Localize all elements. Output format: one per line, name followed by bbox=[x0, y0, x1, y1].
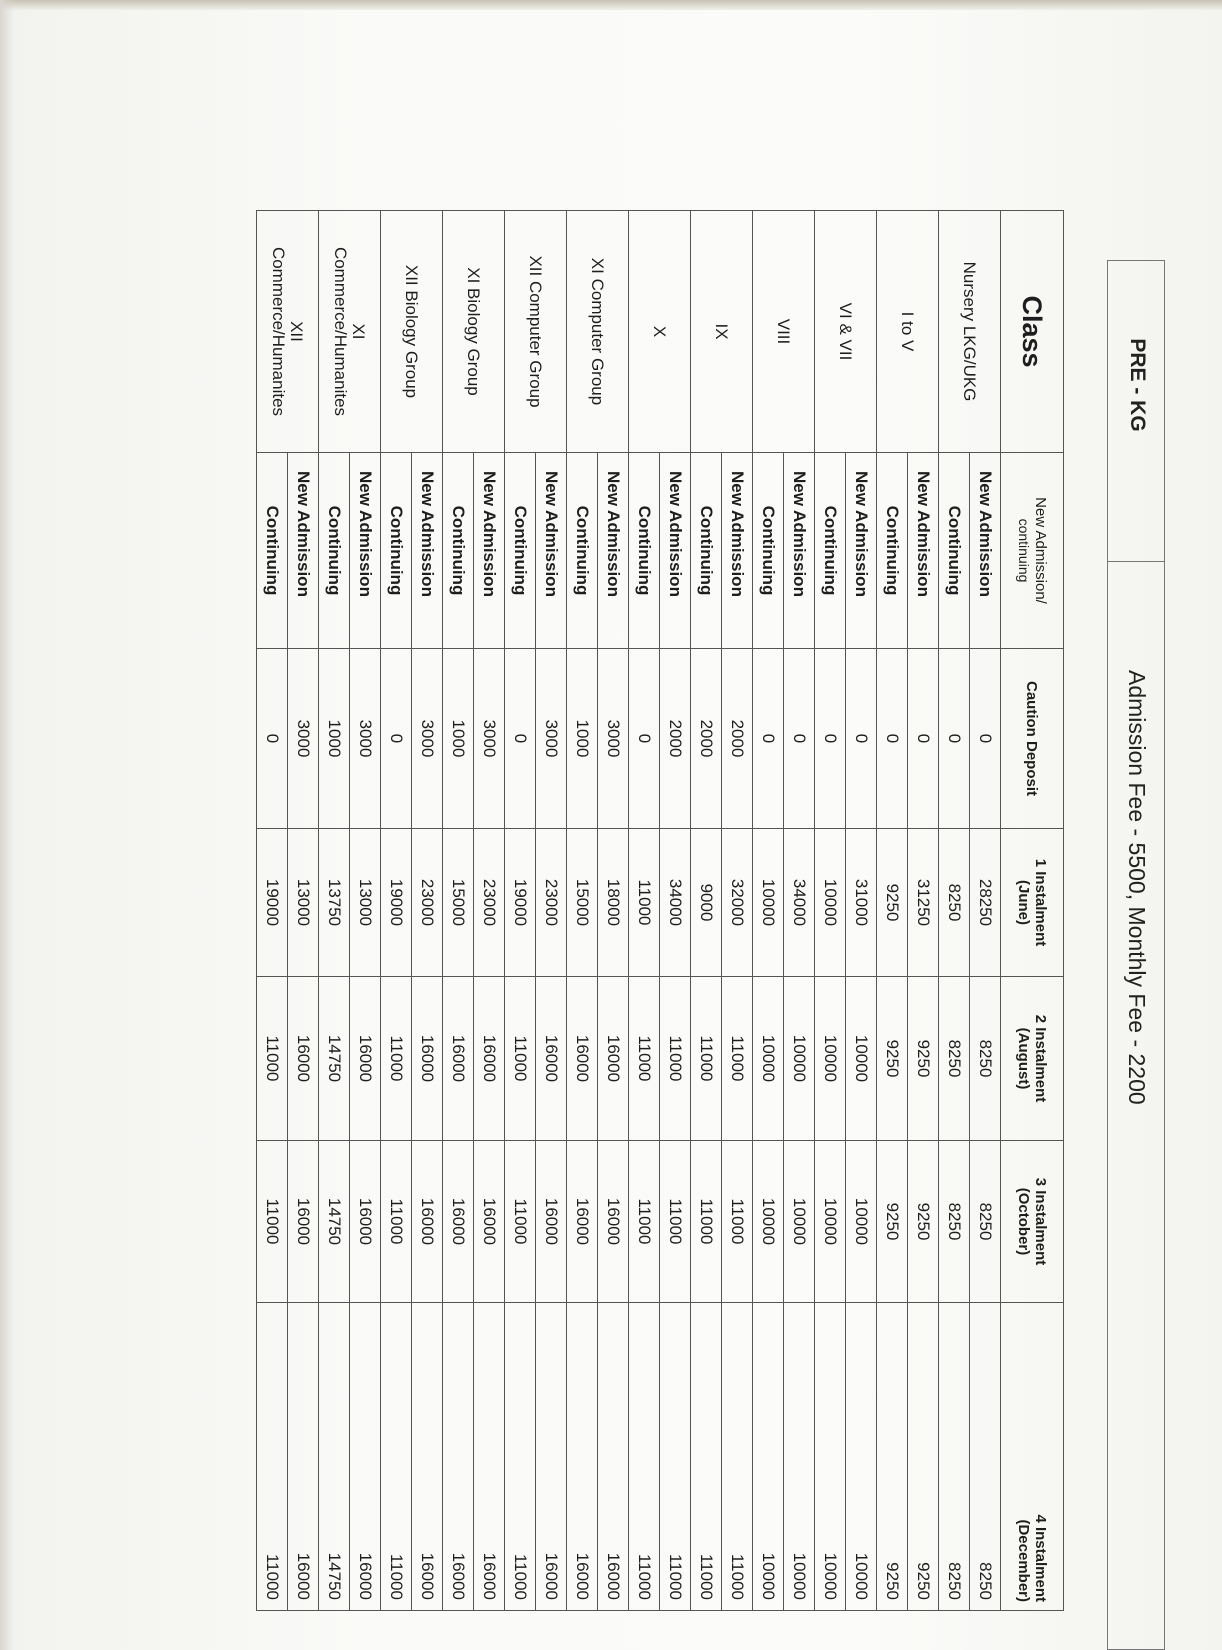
instalment-3-cell: 16000 bbox=[567, 1141, 598, 1303]
admission-type-cell: New Admission bbox=[474, 453, 505, 649]
admission-type-cell: New Admission bbox=[722, 453, 753, 649]
class-cell bbox=[505, 211, 567, 453]
caution-deposit-cell: 2000 bbox=[660, 649, 691, 829]
instalment-4-cell: 11000 bbox=[722, 1303, 753, 1611]
instalment-1-cell: 8250 bbox=[939, 829, 970, 977]
class-name: XII bbox=[287, 321, 307, 342]
instalment-1-cell: 23000 bbox=[412, 829, 443, 977]
admission-type-cell: Continuing bbox=[381, 453, 412, 649]
instalment-2-cell: 10000 bbox=[846, 977, 877, 1141]
instalment-2-cell: 10000 bbox=[753, 977, 784, 1141]
instalment-1-cell: 10000 bbox=[815, 829, 846, 977]
admission-type-cell: Continuing bbox=[939, 453, 970, 649]
class-name: Nursery LKG/UKG bbox=[960, 261, 980, 402]
instalment-3-cell: 11000 bbox=[660, 1141, 691, 1303]
instalment-3-cell: 16000 bbox=[536, 1141, 567, 1303]
col-header-inst1 bbox=[1001, 829, 1064, 977]
admission-type-cell: New Admission bbox=[288, 453, 319, 649]
class-name: VIII bbox=[774, 318, 794, 345]
instalment-2-cell: 11000 bbox=[505, 977, 536, 1141]
instalment-1-cell: 28250 bbox=[970, 829, 1001, 977]
class-cell bbox=[567, 211, 629, 453]
instalment-3-cell: 16000 bbox=[412, 1141, 443, 1303]
col-header-inst2 bbox=[1001, 977, 1064, 1141]
col-header-type-line2: continuing bbox=[1016, 518, 1032, 583]
caution-deposit-cell: 0 bbox=[505, 649, 536, 829]
instalment-3-cell: 10000 bbox=[784, 1141, 815, 1303]
admission-type-cell: Continuing bbox=[443, 453, 474, 649]
col-header-type bbox=[1001, 453, 1064, 649]
instalment-1-cell: 32000 bbox=[722, 829, 753, 977]
caution-deposit-cell: 0 bbox=[815, 649, 846, 829]
instalment-3-cell: 16000 bbox=[288, 1141, 319, 1303]
instalment-1-cell: 13000 bbox=[288, 829, 319, 977]
instalment-1-cell: 9000 bbox=[691, 829, 722, 977]
instalment-1-cell: 23000 bbox=[474, 829, 505, 977]
admission-type-cell: Continuing bbox=[567, 453, 598, 649]
instalment-2-cell: 16000 bbox=[288, 977, 319, 1141]
instalment-3-cell: 9250 bbox=[877, 1141, 908, 1303]
admission-type-cell: Continuing bbox=[319, 453, 350, 649]
col-header-inst3-line1: 3 Instalment bbox=[1032, 1177, 1049, 1266]
class-name: X bbox=[650, 325, 670, 338]
admission-type-cell: New Admission bbox=[784, 453, 815, 649]
instalment-3-cell: 11000 bbox=[722, 1141, 753, 1303]
table-row bbox=[846, 211, 877, 1611]
table-row bbox=[970, 211, 1001, 1611]
caution-deposit-cell: 0 bbox=[753, 649, 784, 829]
instalment-4-cell: 16000 bbox=[536, 1303, 567, 1611]
caution-deposit-cell: 1000 bbox=[443, 649, 474, 829]
admission-type-cell: New Admission bbox=[598, 453, 629, 649]
instalment-2-cell: 11000 bbox=[722, 977, 753, 1141]
instalment-4-cell: 10000 bbox=[846, 1303, 877, 1611]
instalment-4-cell: 16000 bbox=[474, 1303, 505, 1611]
instalment-2-cell: 14750 bbox=[319, 977, 350, 1141]
instalment-4-cell: 14750 bbox=[319, 1303, 350, 1611]
table-row bbox=[288, 211, 319, 1611]
admission-type-cell: Continuing bbox=[815, 453, 846, 649]
instalment-2-cell: 16000 bbox=[536, 977, 567, 1141]
class-name: VI & VII bbox=[836, 302, 856, 361]
col-header-inst1-line2: (June) bbox=[1015, 880, 1032, 925]
rotated-page-content bbox=[263, 210, 1165, 1650]
table-row bbox=[536, 211, 567, 1611]
instalment-3-cell: 10000 bbox=[846, 1141, 877, 1303]
admission-type-cell: New Admission bbox=[536, 453, 567, 649]
col-header-class: Class bbox=[1001, 211, 1064, 453]
instalment-4-cell: 8250 bbox=[939, 1303, 970, 1611]
fee-summary: Admission Fee - 5500, Monthly Fee - 2200 bbox=[1124, 670, 1151, 1105]
col-header-inst4-line2: (December) bbox=[1015, 1519, 1032, 1602]
instalment-4-cell: 16000 bbox=[288, 1303, 319, 1611]
instalment-3-cell: 9250 bbox=[908, 1141, 939, 1303]
class-cell bbox=[815, 211, 877, 453]
instalment-4-cell: 10000 bbox=[815, 1303, 846, 1611]
instalment-1-cell: 19000 bbox=[505, 829, 536, 977]
paper-left-shadow bbox=[0, 0, 14, 1650]
instalment-2-cell: 8250 bbox=[939, 977, 970, 1141]
class-name-line2: Commerce/Humanites bbox=[269, 246, 289, 417]
instalment-2-cell: 11000 bbox=[629, 977, 660, 1141]
caution-deposit-cell: 1000 bbox=[567, 649, 598, 829]
instalment-1-cell: 19000 bbox=[257, 829, 288, 977]
instalment-1-cell: 11000 bbox=[629, 829, 660, 977]
table-row bbox=[660, 211, 691, 1611]
caution-deposit-cell: 0 bbox=[381, 649, 412, 829]
class-cell bbox=[443, 211, 505, 453]
caution-deposit-cell: 0 bbox=[629, 649, 660, 829]
admission-type-cell: Continuing bbox=[877, 453, 908, 649]
instalment-1-cell: 34000 bbox=[784, 829, 815, 977]
caution-deposit-cell: 0 bbox=[257, 649, 288, 829]
admission-type-cell: Continuing bbox=[691, 453, 722, 649]
instalment-1-cell: 10000 bbox=[753, 829, 784, 977]
caution-deposit-cell: 3000 bbox=[350, 649, 381, 829]
caution-deposit-cell: 0 bbox=[784, 649, 815, 829]
admission-type-cell: New Admission bbox=[412, 453, 443, 649]
col-header-inst3-line2: (October) bbox=[1015, 1187, 1032, 1256]
class-name: XI bbox=[349, 323, 369, 340]
caution-deposit-cell: 0 bbox=[846, 649, 877, 829]
instalment-3-cell: 16000 bbox=[474, 1141, 505, 1303]
admission-type-cell: Continuing bbox=[257, 453, 288, 649]
class-cell bbox=[381, 211, 443, 453]
instalment-3-cell: 11000 bbox=[381, 1141, 412, 1303]
instalment-1-cell: 15000 bbox=[567, 829, 598, 977]
paper-top-edge bbox=[0, 0, 1222, 10]
instalment-2-cell: 11000 bbox=[691, 977, 722, 1141]
fee-table bbox=[256, 210, 1064, 1611]
table-row bbox=[350, 211, 381, 1611]
caution-deposit-cell: 3000 bbox=[474, 649, 505, 829]
admission-type-cell: New Admission bbox=[970, 453, 1001, 649]
instalment-4-cell: 11000 bbox=[660, 1303, 691, 1611]
class-cell bbox=[753, 211, 815, 453]
caution-deposit-cell: 0 bbox=[908, 649, 939, 829]
class-cell bbox=[877, 211, 939, 453]
instalment-2-cell: 11000 bbox=[660, 977, 691, 1141]
col-header-inst4-line1: 4 Instalment bbox=[1032, 1514, 1049, 1602]
col-header-inst2-line2: (August) bbox=[1015, 1027, 1032, 1090]
caution-deposit-cell: 0 bbox=[970, 649, 1001, 829]
instalment-4-cell: 11000 bbox=[629, 1303, 660, 1611]
table-row bbox=[412, 211, 443, 1611]
instalment-2-cell: 16000 bbox=[412, 977, 443, 1141]
class-cell bbox=[629, 211, 691, 453]
caution-deposit-cell: 2000 bbox=[722, 649, 753, 829]
instalment-3-cell: 16000 bbox=[598, 1141, 629, 1303]
class-name-line2: Commerce/Humanites bbox=[331, 246, 351, 417]
instalment-3-cell: 10000 bbox=[815, 1141, 846, 1303]
col-header-inst3 bbox=[1001, 1141, 1064, 1303]
instalment-4-cell: 10000 bbox=[753, 1303, 784, 1611]
instalment-2-cell: 16000 bbox=[598, 977, 629, 1141]
admission-type-cell: Continuing bbox=[753, 453, 784, 649]
instalment-4-cell: 9250 bbox=[908, 1303, 939, 1611]
instalment-1-cell: 18000 bbox=[598, 829, 629, 977]
col-header-inst4 bbox=[1001, 1303, 1064, 1611]
class-name: I to V bbox=[898, 311, 918, 352]
instalment-1-cell: 34000 bbox=[660, 829, 691, 977]
instalment-1-cell: 31000 bbox=[846, 829, 877, 977]
instalment-1-cell: 31250 bbox=[908, 829, 939, 977]
caution-deposit-cell: 3000 bbox=[536, 649, 567, 829]
table-row bbox=[784, 211, 815, 1611]
instalment-4-cell: 11000 bbox=[381, 1303, 412, 1611]
instalment-4-cell: 16000 bbox=[412, 1303, 443, 1611]
instalment-3-cell: 8250 bbox=[970, 1141, 1001, 1303]
class-cell bbox=[319, 211, 381, 453]
caution-deposit-cell: 2000 bbox=[691, 649, 722, 829]
instalment-4-cell: 11000 bbox=[505, 1303, 536, 1611]
instalment-2-cell: 16000 bbox=[350, 977, 381, 1141]
instalment-1-cell: 13000 bbox=[350, 829, 381, 977]
table-row bbox=[474, 211, 505, 1611]
class-name: XII Biology Group bbox=[402, 264, 422, 399]
instalment-3-cell: 16000 bbox=[350, 1141, 381, 1303]
instalment-1-cell: 13750 bbox=[319, 829, 350, 977]
instalment-2-cell: 9250 bbox=[877, 977, 908, 1141]
instalment-4-cell: 9250 bbox=[877, 1303, 908, 1611]
instalment-2-cell: 16000 bbox=[443, 977, 474, 1141]
instalment-4-cell: 16000 bbox=[598, 1303, 629, 1611]
instalment-1-cell: 15000 bbox=[443, 829, 474, 977]
class-name: IX bbox=[712, 323, 732, 340]
caution-deposit-cell: 1000 bbox=[319, 649, 350, 829]
caution-deposit-cell: 0 bbox=[939, 649, 970, 829]
pre-kg-label: PRE - KG bbox=[1126, 338, 1149, 432]
table-row bbox=[722, 211, 753, 1611]
instalment-1-cell: 9250 bbox=[877, 829, 908, 977]
admission-type-cell: New Admission bbox=[908, 453, 939, 649]
col-header-type-line1: New Admission/ bbox=[1032, 497, 1049, 604]
instalment-2-cell: 16000 bbox=[474, 977, 505, 1141]
instalment-3-cell: 11000 bbox=[629, 1141, 660, 1303]
admission-type-cell: Continuing bbox=[505, 453, 536, 649]
admission-type-cell: New Admission bbox=[846, 453, 877, 649]
header-row bbox=[1001, 211, 1064, 1611]
fee-table-body bbox=[257, 211, 1001, 1611]
instalment-2-cell: 16000 bbox=[567, 977, 598, 1141]
col-header-caution: Caution Deposit bbox=[1001, 649, 1064, 829]
caution-deposit-cell: 0 bbox=[877, 649, 908, 829]
instalment-4-cell: 16000 bbox=[443, 1303, 474, 1611]
instalment-3-cell: 11000 bbox=[257, 1141, 288, 1303]
instalment-4-cell: 11000 bbox=[257, 1303, 288, 1611]
instalment-3-cell: 11000 bbox=[691, 1141, 722, 1303]
instalment-2-cell: 10000 bbox=[784, 977, 815, 1141]
table-row bbox=[598, 211, 629, 1611]
admission-type-cell: New Admission bbox=[350, 453, 381, 649]
instalment-3-cell: 11000 bbox=[505, 1141, 536, 1303]
class-name: XI Biology Group bbox=[464, 267, 484, 396]
caution-deposit-cell: 3000 bbox=[288, 649, 319, 829]
instalment-3-cell: 14750 bbox=[319, 1141, 350, 1303]
caution-deposit-cell: 3000 bbox=[412, 649, 443, 829]
instalment-3-cell: 16000 bbox=[443, 1141, 474, 1303]
caution-deposit-cell: 3000 bbox=[598, 649, 629, 829]
instalment-4-cell: 11000 bbox=[691, 1303, 722, 1611]
instalment-3-cell: 10000 bbox=[753, 1141, 784, 1303]
instalment-1-cell: 23000 bbox=[536, 829, 567, 977]
col-header-inst2-line1: 2 Instalment bbox=[1032, 1014, 1049, 1103]
instalment-4-cell: 10000 bbox=[784, 1303, 815, 1611]
class-name: XI Computer Group bbox=[588, 257, 608, 406]
instalment-4-cell: 16000 bbox=[350, 1303, 381, 1611]
instalment-4-cell: 8250 bbox=[970, 1303, 1001, 1611]
instalment-3-cell: 8250 bbox=[939, 1141, 970, 1303]
class-cell bbox=[939, 211, 1001, 453]
col-header-inst1-line1: 1 Instalment bbox=[1032, 858, 1049, 947]
instalment-2-cell: 11000 bbox=[257, 977, 288, 1141]
instalment-2-cell: 9250 bbox=[908, 977, 939, 1141]
class-cell bbox=[257, 211, 319, 453]
instalment-2-cell: 8250 bbox=[970, 977, 1001, 1141]
class-name: XII Computer Group bbox=[526, 255, 546, 408]
admission-type-cell: New Admission bbox=[660, 453, 691, 649]
class-cell bbox=[691, 211, 753, 453]
instalment-4-cell: 16000 bbox=[567, 1303, 598, 1611]
instalment-1-cell: 19000 bbox=[381, 829, 412, 977]
instalment-2-cell: 11000 bbox=[381, 977, 412, 1141]
admission-type-cell: Continuing bbox=[629, 453, 660, 649]
table-row bbox=[908, 211, 939, 1611]
instalment-2-cell: 10000 bbox=[815, 977, 846, 1141]
